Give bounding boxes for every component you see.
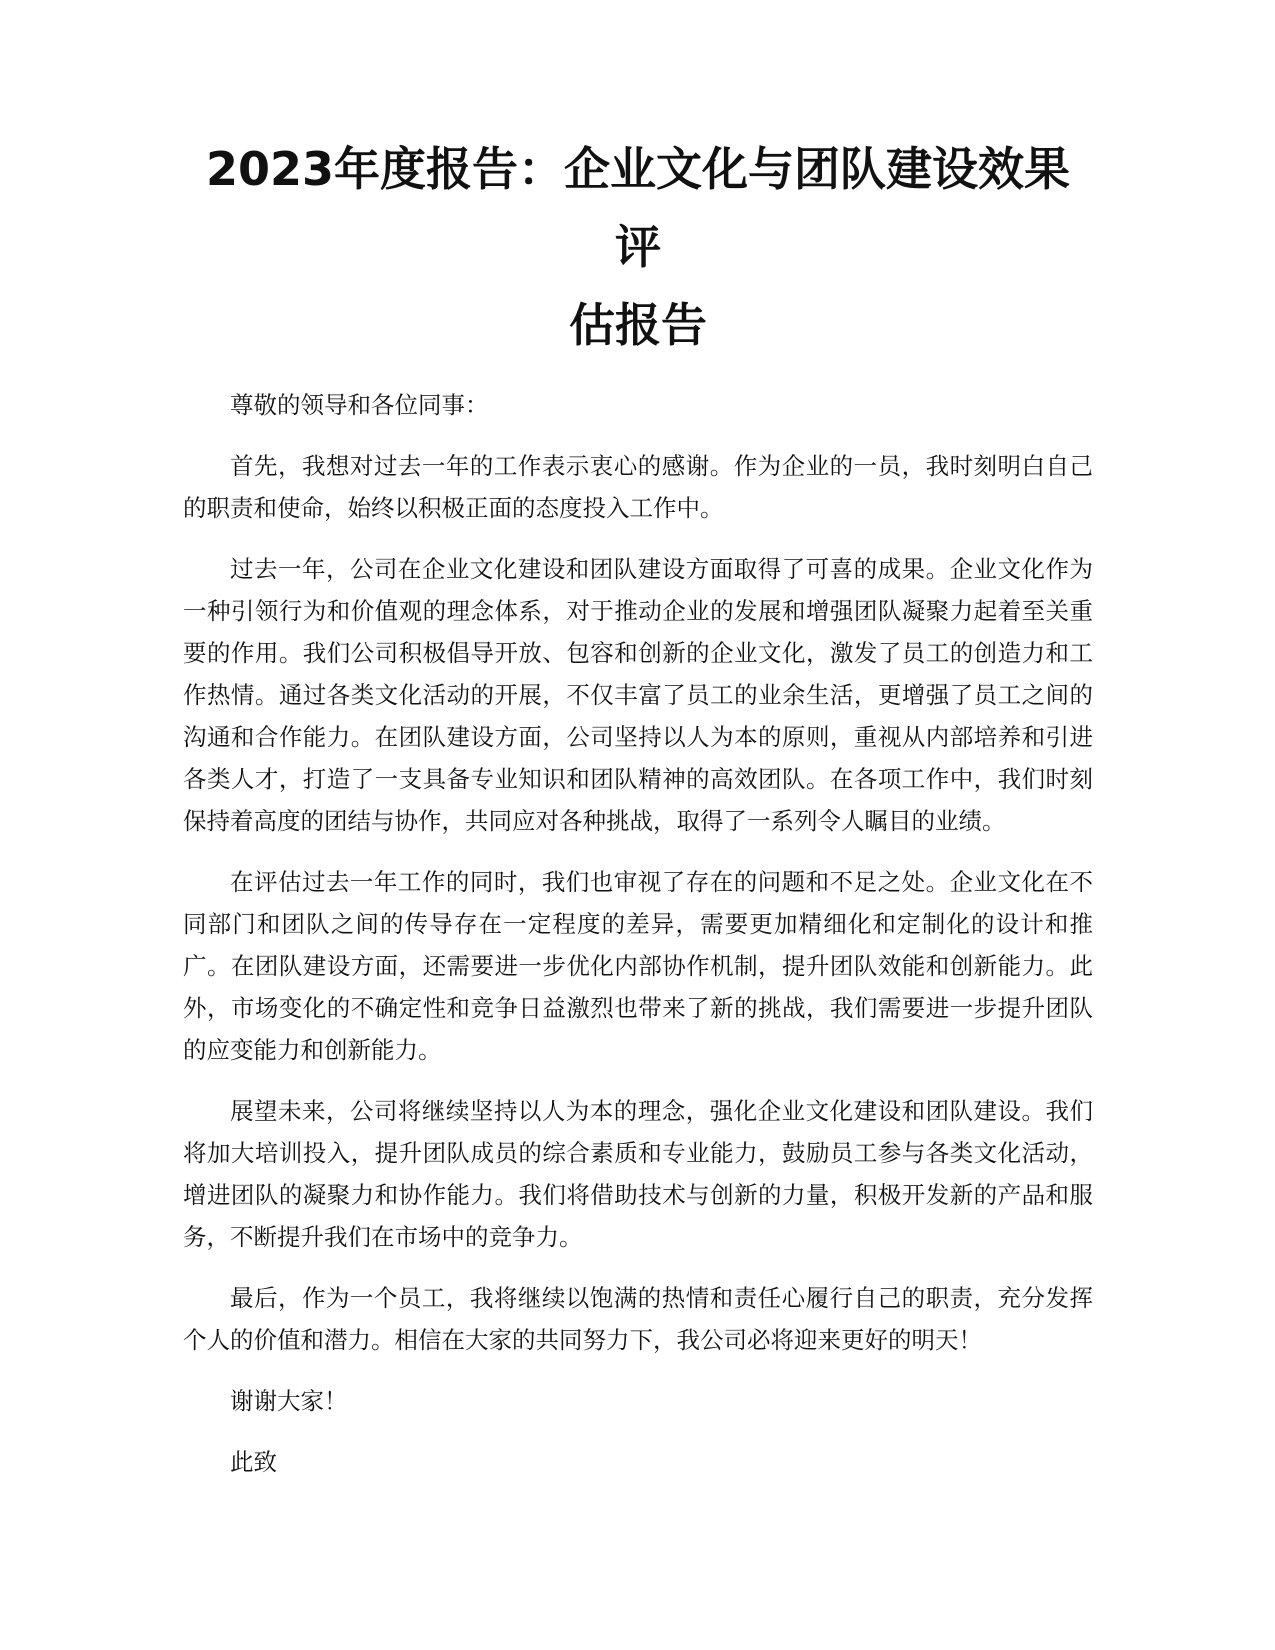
paragraph-closing: 最后，作为一个员工，我将继续以饱满的热情和责任心履行自己的职责，充分发挥个人的价值和潜力。相信在大家的共同努力下，我公司必将迎来更好的明天！ bbox=[183, 1284, 1093, 1354]
document-title-line-2: 估报告 bbox=[569, 298, 707, 352]
salutation: 尊敬的领导和各位同事： bbox=[230, 391, 489, 419]
paragraph-gratitude: 首先，我想对过去一年的工作表示衷心的感谢。作为企业的一员，我时刻明白自己的职责和使命，始终以积极正面的态度投入工作中。 bbox=[183, 452, 1093, 522]
paragraph-achievements: 过去一年，公司在企业文化建设和团队建设方面取得了可喜的成果。企业文化作为一种引领行为和价值观的理念体系，对于推动企业的发展和增强团队凝聚力起着至关重要的作用。我们公司积极倡导开放、包容和创新的企业文化，激发了员工的创造力和工作热情。通过各类文化活动的开展，不仅丰富了员工的业余生活，更增强了员工之间的沟通和合作能力。在团队建设方面，公司坚持以人为本的原则，重视从内部培养和引进各类人才，打造了一支具备专业知识和团队精神的高效团队。在各项工作中，我们时刻保持着高度的团结与协作，共同应对各种挑战，取得了一系列令人瞩目的业绩。 bbox=[183, 555, 1093, 835]
paragraph-outlook: 展望未来，公司将继续坚持以人为本的理念，强化企业文化建设和团队建设。我们将加大培训投入，提升团队成员的综合素质和专业能力，鼓励员工参与各类文化活动，增进团队的凝聚力和协作能力。我们将借助技术与创新的力量，积极开发新的产品和服务，不断提升我们在市场中的竞争力。 bbox=[183, 1097, 1093, 1251]
paragraph-issues: 在评估过去一年工作的同时，我们也审视了存在的问题和不足之处。企业文化在不同部门和团队之间的传导存在一定程度的差异，需要更加精细化和定制化的设计和推广。在团队建设方面，还需要进一步优化内部协作机制，提升团队效能和创新能力。此外，市场变化的不确定性和竞争日益激烈也带来了新的挑战，我们需要进一步提升团队的应变能力和创新能力。 bbox=[183, 868, 1093, 1064]
document-page bbox=[183, 130, 1093, 1502]
sign-off: 此致 bbox=[230, 1448, 277, 1476]
thanks-line: 谢谢大家！ bbox=[230, 1387, 348, 1415]
document-title bbox=[183, 130, 1093, 364]
document-title-line-1: 2023年度报告：企业文化与团队建设效果评 bbox=[205, 142, 1071, 274]
